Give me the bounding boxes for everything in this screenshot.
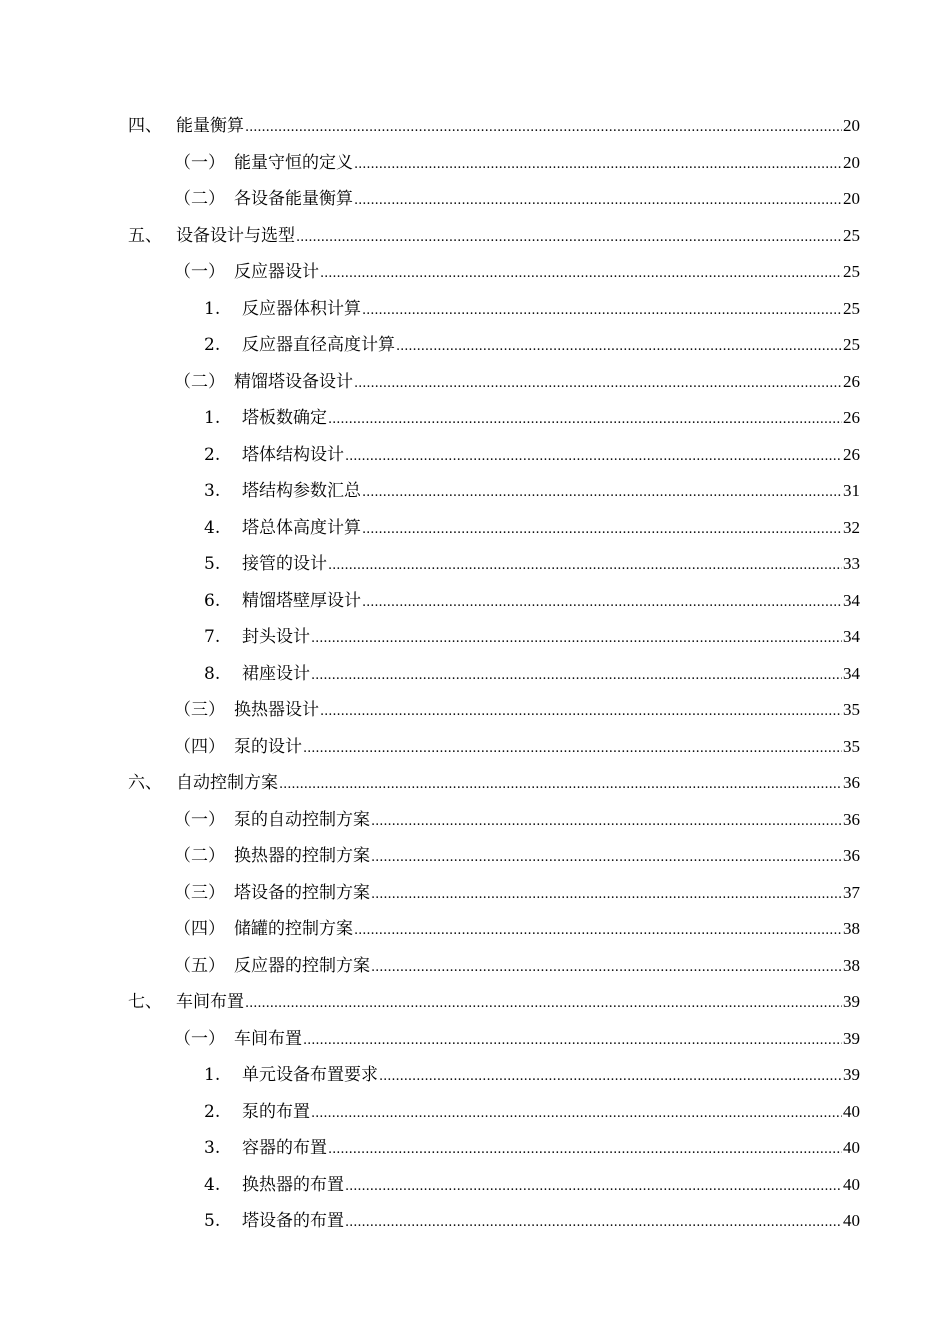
dot-leader bbox=[245, 110, 842, 147]
toc-entry-title: 泵的设计 bbox=[234, 736, 302, 757]
toc-entry[interactable] bbox=[128, 656, 860, 693]
toc-entry[interactable] bbox=[128, 327, 860, 364]
toc-entry[interactable] bbox=[128, 1130, 860, 1167]
toc-entry-number: （四） bbox=[174, 736, 225, 757]
toc-entry-number: 1. bbox=[204, 408, 221, 428]
toc-entry-page-number: 36 bbox=[843, 846, 860, 865]
dot-leader bbox=[320, 694, 842, 731]
toc-entry-page-number: 36 bbox=[843, 773, 860, 792]
toc-entry-title: 反应器体积计算 bbox=[242, 298, 361, 319]
toc-entry[interactable] bbox=[128, 875, 860, 912]
toc-entry-title: 容器的布置 bbox=[242, 1138, 327, 1158]
toc-entry-page-number: 40 bbox=[843, 1174, 860, 1194]
toc-entry-number: 六、 bbox=[128, 773, 162, 793]
toc-entry-number: 7. bbox=[204, 627, 221, 647]
toc-entry-page-number: 20 bbox=[843, 189, 860, 208]
toc-entry-title: 储罐的控制方案 bbox=[234, 919, 353, 939]
toc-entry-title: 单元设备布置要求 bbox=[242, 1065, 378, 1085]
toc-entry-title: 反应器直径高度计算 bbox=[242, 335, 395, 355]
toc-entry[interactable] bbox=[128, 619, 860, 656]
toc-entry-page-number: 37 bbox=[843, 882, 860, 902]
toc-entry-page-number: 39 bbox=[843, 1065, 860, 1084]
toc-entry-page-number: 35 bbox=[843, 700, 860, 719]
toc-entry[interactable] bbox=[128, 181, 860, 218]
toc-entry[interactable] bbox=[128, 583, 860, 620]
toc-entry-title: 能量衡算 bbox=[176, 116, 244, 136]
toc-entry-page-number: 25 bbox=[843, 335, 860, 354]
toc-entry-page-number: 40 bbox=[843, 1101, 860, 1121]
toc-entry[interactable] bbox=[128, 1203, 860, 1240]
toc-entry[interactable] bbox=[128, 218, 860, 255]
dot-leader bbox=[371, 804, 842, 841]
toc-entry[interactable] bbox=[128, 510, 860, 547]
toc-entry-number: （二） bbox=[174, 846, 225, 866]
toc-entry-page-number: 39 bbox=[843, 992, 860, 1011]
toc-entry-title: 换热器设计 bbox=[234, 700, 319, 720]
toc-entry-title: 自动控制方案 bbox=[176, 773, 278, 793]
dot-leader bbox=[328, 402, 842, 439]
toc-entry-title: 设备设计与选型 bbox=[176, 225, 295, 246]
toc-entry[interactable] bbox=[128, 108, 860, 145]
toc-entry-number: （一） bbox=[174, 262, 225, 282]
toc-entry-number: 七、 bbox=[128, 992, 162, 1012]
toc-entry[interactable] bbox=[128, 838, 860, 875]
toc-entry-number: 1. bbox=[204, 298, 221, 319]
toc-entry-title: 精馏塔壁厚设计 bbox=[242, 590, 361, 611]
toc-entry-page-number: 25 bbox=[843, 225, 860, 245]
toc-entry-number: （一） bbox=[174, 809, 225, 830]
dot-leader bbox=[345, 439, 842, 476]
toc-entry-number: （三） bbox=[174, 882, 225, 903]
dot-leader bbox=[328, 548, 842, 585]
dot-leader bbox=[311, 621, 842, 658]
toc-entry-page-number: 34 bbox=[843, 663, 860, 683]
toc-entry-title: 塔设备的控制方案 bbox=[234, 882, 370, 903]
toc-entry-page-number: 32 bbox=[843, 517, 860, 537]
toc-entry-page-number: 36 bbox=[843, 809, 860, 829]
toc-entry-page-number: 31 bbox=[843, 481, 860, 500]
dot-leader bbox=[379, 1059, 842, 1096]
toc-entry-title: 塔设备的布置 bbox=[242, 1211, 344, 1231]
toc-entry[interactable] bbox=[128, 984, 860, 1021]
toc-entry-number: 5. bbox=[204, 554, 221, 574]
toc-entry-number: 2. bbox=[204, 335, 221, 355]
toc-entry[interactable] bbox=[128, 692, 860, 729]
toc-entry[interactable] bbox=[128, 291, 860, 328]
dot-leader bbox=[303, 731, 842, 768]
toc-entry-title: 塔结构参数汇总 bbox=[242, 481, 361, 501]
dot-leader bbox=[245, 986, 842, 1023]
toc-entry-title: 换热器的布置 bbox=[242, 1174, 344, 1195]
dot-leader bbox=[311, 658, 842, 695]
toc-entry-number: （三） bbox=[174, 700, 225, 720]
toc-entry[interactable] bbox=[128, 254, 860, 291]
toc-entry-title: 泵的自动控制方案 bbox=[234, 809, 370, 830]
toc-entry-title: 反应器设计 bbox=[234, 262, 319, 282]
toc-entry-page-number: 20 bbox=[843, 116, 860, 135]
toc-entry-page-number: 33 bbox=[843, 554, 860, 573]
dot-leader bbox=[296, 220, 842, 257]
dot-leader bbox=[371, 877, 842, 914]
dot-leader bbox=[354, 366, 842, 403]
toc-entry-page-number: 26 bbox=[843, 444, 860, 464]
toc-entry-page-number: 40 bbox=[843, 1211, 860, 1230]
toc-entry-number: 五、 bbox=[128, 225, 162, 246]
dot-leader bbox=[354, 913, 842, 950]
toc-entry[interactable] bbox=[128, 1021, 860, 1058]
dot-leader bbox=[354, 147, 842, 184]
toc-entry-number: （二） bbox=[174, 371, 225, 392]
toc-entry[interactable] bbox=[128, 400, 860, 437]
toc-entry-number: 6. bbox=[204, 590, 221, 611]
toc-entry[interactable] bbox=[128, 364, 860, 401]
dot-leader bbox=[328, 1132, 842, 1169]
toc-entry-page-number: 26 bbox=[843, 408, 860, 427]
toc-entry[interactable] bbox=[128, 765, 860, 802]
dot-leader bbox=[362, 475, 842, 512]
toc-entry-page-number: 25 bbox=[843, 262, 860, 281]
toc-entry-number: 3. bbox=[204, 481, 221, 501]
toc-entry-number: （一） bbox=[174, 1028, 225, 1049]
dot-leader bbox=[371, 840, 842, 877]
dot-leader bbox=[311, 1096, 842, 1133]
toc-entry-page-number: 34 bbox=[843, 627, 860, 646]
toc-entry-number: 四、 bbox=[128, 116, 162, 136]
toc-entry-title: 能量守恒的定义 bbox=[234, 152, 353, 173]
dot-leader bbox=[371, 950, 842, 987]
toc-entry-number: 2. bbox=[204, 444, 221, 465]
toc-entry-page-number: 40 bbox=[843, 1138, 860, 1157]
toc-entry-title: 封头设计 bbox=[242, 627, 310, 647]
toc-entry-page-number: 38 bbox=[843, 919, 860, 938]
table-of-contents bbox=[128, 108, 860, 1240]
toc-entry-page-number: 39 bbox=[843, 1028, 860, 1048]
dot-leader bbox=[354, 183, 842, 220]
toc-entry[interactable] bbox=[128, 1094, 860, 1131]
toc-entry-number: （一） bbox=[174, 152, 225, 173]
toc-entry[interactable] bbox=[128, 729, 860, 766]
toc-entry[interactable] bbox=[128, 802, 860, 839]
toc-entry-title: 反应器的控制方案 bbox=[234, 955, 370, 976]
toc-entry-title: 泵的布置 bbox=[242, 1101, 310, 1122]
toc-entry[interactable] bbox=[128, 437, 860, 474]
toc-entry-title: 车间布置 bbox=[176, 992, 244, 1012]
toc-entry[interactable] bbox=[128, 948, 860, 985]
toc-entry-title: 车间布置 bbox=[234, 1028, 302, 1049]
toc-entry-title: 塔板数确定 bbox=[242, 408, 327, 428]
toc-entry-title: 各设备能量衡算 bbox=[234, 189, 353, 209]
toc-entry[interactable] bbox=[128, 546, 860, 583]
dot-leader bbox=[362, 512, 842, 549]
toc-entry-number: （二） bbox=[174, 189, 225, 209]
toc-entry-number: 5. bbox=[204, 1211, 221, 1231]
dot-leader bbox=[303, 1023, 842, 1060]
toc-entry-title: 接管的设计 bbox=[242, 554, 327, 574]
toc-entry[interactable] bbox=[128, 145, 860, 182]
toc-entry[interactable] bbox=[128, 911, 860, 948]
toc-entry[interactable] bbox=[128, 1167, 860, 1204]
dot-leader bbox=[396, 329, 842, 366]
dot-leader bbox=[345, 1169, 842, 1206]
toc-entry-title: 裙座设计 bbox=[242, 663, 310, 684]
toc-entry-page-number: 38 bbox=[843, 955, 860, 975]
toc-entry-title: 塔体结构设计 bbox=[242, 444, 344, 465]
dot-leader bbox=[362, 585, 842, 622]
toc-entry-title: 塔总体高度计算 bbox=[242, 517, 361, 538]
toc-entry-number: 4. bbox=[204, 517, 221, 538]
toc-entry[interactable] bbox=[128, 473, 860, 510]
toc-entry-number: 1. bbox=[204, 1065, 221, 1085]
toc-entry-number: 4. bbox=[204, 1174, 221, 1195]
toc-entry-number: 2. bbox=[204, 1101, 221, 1122]
toc-entry-title: 精馏塔设备设计 bbox=[234, 371, 353, 392]
toc-entry-number: （五） bbox=[174, 955, 225, 976]
toc-entry-page-number: 20 bbox=[843, 152, 860, 172]
dot-leader bbox=[320, 256, 842, 293]
dot-leader bbox=[362, 293, 842, 330]
toc-entry-page-number: 25 bbox=[843, 298, 860, 318]
toc-entry[interactable] bbox=[128, 1057, 860, 1094]
toc-entry-number: （四） bbox=[174, 919, 225, 939]
toc-entry-number: 8. bbox=[204, 663, 221, 684]
dot-leader bbox=[345, 1205, 842, 1242]
toc-entry-page-number: 35 bbox=[843, 736, 860, 756]
toc-entry-title: 换热器的控制方案 bbox=[234, 846, 370, 866]
toc-entry-page-number: 26 bbox=[843, 371, 860, 391]
dot-leader bbox=[279, 767, 842, 804]
toc-entry-page-number: 34 bbox=[843, 590, 860, 610]
toc-entry-number: 3. bbox=[204, 1138, 221, 1158]
